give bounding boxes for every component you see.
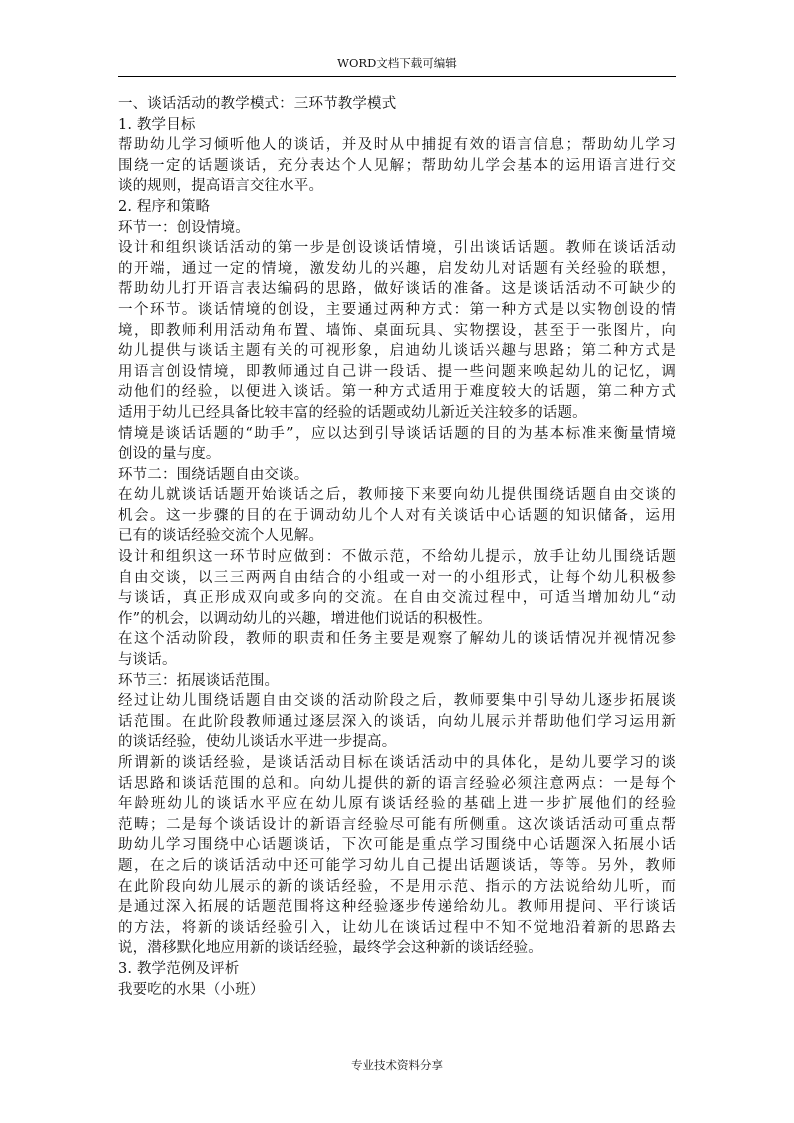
text-line: 的谈话经验，使幼儿谈话水平进一步提高。 (118, 734, 397, 751)
text-line: 助幼儿学习围绕中心话题谈话，下次可能是重点学习围绕中心话题深入拓展小话 (118, 837, 676, 854)
header-title: WORD文档下载可编辑 (337, 56, 457, 70)
text-line: 所谓新的谈话经验，是谈话活动目标在谈话活动中的具体化，是幼儿要学习的谈 (118, 755, 676, 771)
text-line: 在这个活动阶段，教师的职责和任务主要是观察了解幼儿的谈话情况并视情况参 (118, 631, 676, 648)
text-line: 已有的谈话经验交流个人见解。 (118, 528, 324, 545)
text-line: 一个环节。谈话情境的创设，主要通过两种方式：第一种方式是以实物创设的情 (118, 301, 676, 318)
text-line: 话思路和谈话范围的总和。向幼儿提供的新的语言经验必须注意两点：一是每个 (118, 775, 676, 792)
text-line: 帮助幼儿打开语言表达编码的思路，做好谈话的准备。这是谈话活动不可缺少的 (118, 281, 676, 298)
text-line: 经过让幼儿围绕话题自由交谈的活动阶段之后，教师要集中引导幼儿逐步拓展谈 (118, 693, 676, 710)
text-line: 幼儿提供与谈话主题有关的可视形象，启迪幼儿谈话兴趣与思路；第二种方式是 (118, 343, 676, 360)
text-line: 的开端，通过一定的情境，激发幼儿的兴趣，启发幼儿对话题有关经验的联想， (118, 260, 676, 277)
text-line: 设计和组织谈话活动的第一步是创设谈话情境，引出谈话话题。教师在谈话活动 (118, 240, 676, 257)
text-line: 3. 教学范例及评析 (118, 960, 240, 977)
text-line: 说，潜移默化地应用新的谈话经验，最终学会这种新的谈话经验。 (118, 940, 543, 957)
text-line: 1. 教学目标 (118, 116, 196, 133)
text-line: 用语言创设情境，即教师通过自己讲一段话、提一些问题来唤起幼儿的记忆，调 (118, 363, 676, 380)
text-line: 情境是谈话话题的“助手”，应以达到引导谈话话题的目的为基本标准来衡量情境 (118, 425, 676, 442)
text-line: 机会。这一步骤的目的在于调动幼儿个人对有关谈话中心话题的知识储备，运用 (118, 507, 676, 524)
text-line: 的方法，将新的谈话经验引入，让幼儿在谈话过程中不知不觉地沿着新的思路去 (118, 919, 676, 936)
text-line: 与谈话。 (118, 652, 177, 669)
text-line: 在幼儿就谈话话题开始谈话之后，教师接下来要向幼儿提供围绕话题自由交谈的 (118, 487, 676, 504)
page-footer (0, 1058, 794, 1072)
text-line: 一、谈话活动的教学模式：三环节教学模式 (118, 96, 397, 112)
text-line: 年龄班幼儿的谈话水平应在幼儿原有谈话经验的基础上进一步扩展他们的经验 (118, 796, 676, 813)
document-body (118, 94, 676, 1000)
text-line: 自由交谈，以三三两两自由结合的小组或一对一的小组形式，让每个幼儿积极参 (118, 569, 676, 586)
page-header (118, 56, 676, 77)
text-line: 适用于幼儿已经具备比较丰富的经验的话题或幼儿新近关注较多的话题。 (118, 404, 587, 421)
text-line: 作”的机会，以调动幼儿的兴趣，增进他们说话的积极性。 (118, 610, 492, 627)
text-line: 范畴；二是每个谈话设计的新语言经验尽可能有所侧重。这次谈话活动可重点帮 (118, 816, 676, 833)
text-line: 帮助幼儿学习倾听他人的谈话，并及时从中捕捉有效的语言信息；帮助幼儿学习 (118, 137, 676, 154)
text-line: 设计和组织这一环节时应做到：不做示范，不给幼儿提示，放手让幼儿围绕话题 (118, 549, 676, 566)
text-line: 题，在之后的谈话活动中还可能学习幼儿自己提出话题谈话，等等。另外，教师 (118, 857, 676, 874)
text-line: 在此阶段向幼儿展示的新的谈话经验，不是用示范、指示的方法说给幼儿听，而 (118, 878, 676, 895)
text-line: 创设的量与度。 (118, 446, 221, 463)
text-line: 环节二：围绕话题自由交谈。 (118, 466, 309, 483)
text-line: 环节三：拓展谈话范围。 (118, 672, 280, 689)
text-line: 环节一：创设情境。 (118, 219, 250, 236)
footer-text: 专业技术资料分享 (351, 1058, 443, 1072)
text-line: 2. 程序和策略 (118, 198, 211, 215)
text-line: 谈的规则，提高语言交往水平。 (118, 178, 324, 195)
text-line: 动他们的经验，以便进入谈话。第一种方式适用于难度较大的话题，第二种方式 (118, 384, 676, 401)
text-line: 围绕一定的话题谈话，充分表达个人见解；帮助幼儿学会基本的运用语言进行交 (118, 157, 676, 174)
text-line: 我要吃的水果（小班） (118, 981, 265, 998)
text-line: 境，即教师利用活动角布置、墙饰、桌面玩具、实物摆设，甚至于一张图片，向 (118, 322, 676, 339)
text-line: 话范围。在此阶段教师通过逐层深入的谈话，向幼儿展示并帮助他们学习运用新 (118, 713, 676, 730)
text-line: 是通过深入拓展的话题范围将这种经验逐步传递给幼儿。教师用提问、平行谈话 (118, 899, 676, 916)
text-line: 与谈话，真正形成双向或多向的交流。在自由交流过程中，可适当增加幼儿“动 (118, 590, 676, 607)
